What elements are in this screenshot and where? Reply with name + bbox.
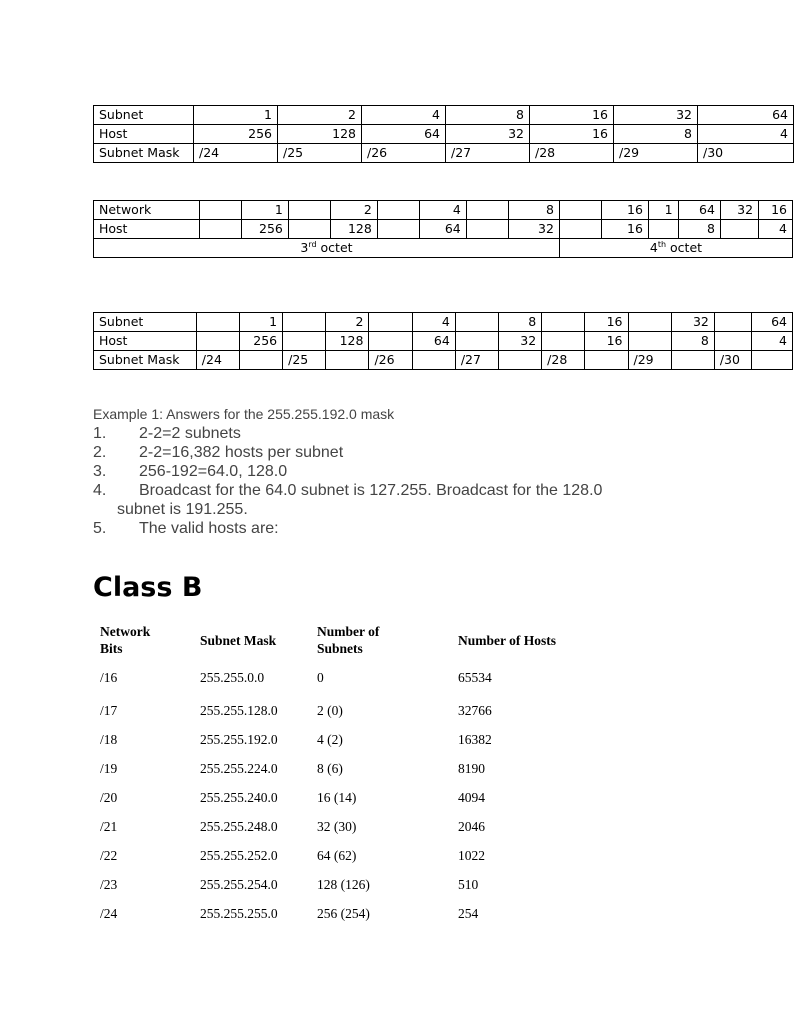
table-row <box>93 870 601 899</box>
table-cell: 255.255.240.0 <box>200 789 278 805</box>
table-cell: 32 <box>509 220 560 239</box>
table-cell: 32 <box>614 106 698 125</box>
list-item: 3. 256-192=64.0, 128.0 <box>93 463 288 480</box>
row-label: Subnet Mask <box>94 351 197 370</box>
fourth-octet-label: 4th octet <box>559 239 792 258</box>
row-label: Host <box>94 332 197 351</box>
table-cell <box>559 220 601 239</box>
table-row <box>94 201 793 220</box>
table-cell: 8 <box>671 332 714 351</box>
table-cell <box>283 332 326 351</box>
subnet-host-mask-table-1 <box>93 105 794 163</box>
table-row <box>93 754 601 783</box>
table-cell <box>628 332 671 351</box>
table-row <box>93 696 601 725</box>
table-cell: 16 <box>602 201 649 220</box>
table-cell: 4094 <box>458 789 485 805</box>
table-cell: 64 <box>698 106 794 125</box>
table-cell: /26 <box>362 144 446 163</box>
table-cell <box>377 201 419 220</box>
table-cell: 128 <box>331 220 378 239</box>
table-cell: 16 <box>759 201 793 220</box>
table-cell: 256 <box>194 125 278 144</box>
table-cell: /30 <box>698 144 794 163</box>
table-cell: 1 <box>194 106 278 125</box>
row-label: Host <box>94 220 200 239</box>
table-cell: 255.255.192.0 <box>200 731 278 747</box>
table-cell: 65534 <box>458 670 492 685</box>
table-cell: 16 <box>530 125 614 144</box>
table-cell: 510 <box>458 876 479 892</box>
table-cell <box>199 220 241 239</box>
table-cell: /25 <box>278 144 362 163</box>
table-cell <box>466 220 508 239</box>
table-cell: 2 <box>326 313 369 332</box>
table-row <box>93 725 601 754</box>
third-octet-label: 3rd octet <box>94 239 560 258</box>
section-heading: Class B <box>93 572 203 603</box>
table-cell <box>196 313 239 332</box>
column-header: Network Bits <box>100 624 151 656</box>
table-cell: 4 <box>412 313 455 332</box>
table-cell: 8 <box>446 106 530 125</box>
table-cell: 2046 <box>458 818 485 834</box>
table-cell: 2 <box>331 201 378 220</box>
table-cell: 16 <box>530 106 614 125</box>
network-host-octet-table <box>93 200 793 258</box>
table-cell <box>628 313 671 332</box>
example-answer-list <box>93 424 602 538</box>
table-row <box>93 660 601 696</box>
table-cell: 32 <box>671 313 714 332</box>
table-cell: /17 <box>100 702 118 718</box>
table-cell <box>288 201 330 220</box>
table-cell <box>326 351 369 370</box>
table-cell: 1 <box>242 201 289 220</box>
row-label: Subnet <box>94 313 197 332</box>
table-row <box>94 313 793 332</box>
table-cell <box>671 351 714 370</box>
table-row <box>93 841 601 870</box>
table-row <box>94 125 794 144</box>
row-label: Network <box>94 201 200 220</box>
table-cell: 4 <box>759 220 793 239</box>
table-cell <box>585 351 628 370</box>
table-row <box>94 332 793 351</box>
table-cell: 128 <box>326 332 369 351</box>
table-cell: 255.255.224.0 <box>200 760 278 776</box>
table-cell: 1022 <box>458 847 485 863</box>
table-cell: /21 <box>100 818 118 834</box>
table-cell: 255.255.252.0 <box>200 847 278 863</box>
table-cell: 32766 <box>458 702 492 718</box>
table-cell <box>369 313 412 332</box>
table-cell <box>283 313 326 332</box>
table-cell: 1 <box>239 313 282 332</box>
example-heading: Example 1: Answers for the 255.255.192.0 mask <box>93 406 395 422</box>
list-item: 1. 2-2=2 subnets <box>93 425 241 442</box>
table-cell: 64 <box>420 220 467 239</box>
subnet-host-mask-table-2 <box>93 312 793 370</box>
table-cell <box>412 351 455 370</box>
table-cell <box>714 332 751 351</box>
list-item: 2. 2-2=16,382 hosts per subnet <box>93 444 344 461</box>
table-cell: /27 <box>455 351 498 370</box>
row-label: Subnet <box>94 106 194 125</box>
table-cell <box>498 351 541 370</box>
table-cell: /24 <box>194 144 278 163</box>
table-cell: 256 <box>242 220 289 239</box>
table-cell: 4 <box>698 125 794 144</box>
table-cell: 128 (126) <box>317 876 370 892</box>
table-cell <box>542 332 585 351</box>
table-cell: 255.255.248.0 <box>200 818 278 834</box>
table-cell: 32 (30) <box>317 818 357 834</box>
table-cell: 256 (254) <box>317 905 370 921</box>
table-cell <box>199 201 241 220</box>
table-cell: /24 <box>100 905 118 921</box>
table-cell: 32 <box>720 201 758 220</box>
table-cell: /28 <box>530 144 614 163</box>
table-row <box>94 351 793 370</box>
table-cell: 64 <box>412 332 455 351</box>
table-cell <box>751 351 792 370</box>
table-cell: 64 <box>362 125 446 144</box>
table-cell: 255.255.254.0 <box>200 876 278 892</box>
table-cell: 16 <box>585 313 628 332</box>
table-cell: 16 <box>585 332 628 351</box>
table-cell: 8 <box>509 201 560 220</box>
table-row <box>93 783 601 812</box>
table-cell: 64 <box>678 201 720 220</box>
table-cell <box>455 313 498 332</box>
table-cell <box>377 220 419 239</box>
table-row <box>93 812 601 841</box>
table-cell: 8 <box>614 125 698 144</box>
table-cell: 4 <box>420 201 467 220</box>
table-cell: /23 <box>100 876 118 892</box>
table-header-row <box>93 620 601 660</box>
column-header: Number of Subnets <box>317 624 380 656</box>
table-cell: 8 (6) <box>317 760 343 776</box>
table-cell <box>369 332 412 351</box>
table-cell: /25 <box>283 351 326 370</box>
table-cell: 4 <box>751 332 792 351</box>
table-cell: 32 <box>446 125 530 144</box>
table-cell: 4 <box>362 106 446 125</box>
table-cell <box>196 332 239 351</box>
table-cell: 32 <box>498 332 541 351</box>
table-cell: 8 <box>498 313 541 332</box>
table-cell: 64 (62) <box>317 847 357 863</box>
table-cell: /27 <box>446 144 530 163</box>
table-cell: 64 <box>751 313 792 332</box>
table-cell: 128 <box>278 125 362 144</box>
table-cell: 2 (0) <box>317 702 343 718</box>
list-item-continuation: subnet is 191.255. <box>117 501 248 518</box>
table-row <box>93 899 601 928</box>
table-cell <box>542 313 585 332</box>
table-cell: 254 <box>458 905 479 921</box>
row-label: Subnet Mask <box>94 144 194 163</box>
class-b-table <box>93 620 601 928</box>
table-cell <box>559 201 601 220</box>
table-cell <box>239 351 282 370</box>
table-cell <box>648 220 678 239</box>
table-cell: 256 <box>239 332 282 351</box>
table-cell: 255.255.128.0 <box>200 702 278 718</box>
row-label: Host <box>94 125 194 144</box>
table-cell: 16382 <box>458 731 492 747</box>
table-cell: /29 <box>614 144 698 163</box>
table-cell: 0 <box>317 670 324 685</box>
column-header: Subnet Mask <box>200 632 277 648</box>
table-row <box>94 144 794 163</box>
table-cell: 255.255.0.0 <box>200 670 265 685</box>
table-cell: /28 <box>542 351 585 370</box>
table-cell: /20 <box>100 789 118 805</box>
table-cell: 4 (2) <box>317 731 343 747</box>
table-row <box>94 239 793 258</box>
table-cell: 16 (14) <box>317 789 357 805</box>
table-cell: /30 <box>714 351 751 370</box>
table-cell: /29 <box>628 351 671 370</box>
table-cell <box>720 220 758 239</box>
table-cell: /24 <box>196 351 239 370</box>
table-row <box>94 106 794 125</box>
table-cell <box>714 313 751 332</box>
table-cell <box>466 201 508 220</box>
list-item: 5. The valid hosts are: <box>93 520 279 537</box>
table-cell: /16 <box>100 670 118 685</box>
table-cell: 2 <box>278 106 362 125</box>
table-cell <box>455 332 498 351</box>
table-cell: /18 <box>100 731 118 747</box>
table-row <box>94 220 793 239</box>
column-header: Number of Hosts <box>458 632 557 648</box>
table-cell: 1 <box>648 201 678 220</box>
table-cell: 16 <box>602 220 649 239</box>
list-item: 4. Broadcast for the 64.0 subnet is 127.255. Broadcast for the 128.0 <box>93 482 603 499</box>
table-cell: /19 <box>100 760 118 776</box>
table-cell <box>288 220 330 239</box>
table-cell: 255.255.255.0 <box>200 905 278 921</box>
table-cell: /22 <box>100 847 118 863</box>
table-cell: 8190 <box>458 760 485 776</box>
table-cell: /26 <box>369 351 412 370</box>
table-cell: 8 <box>678 220 720 239</box>
